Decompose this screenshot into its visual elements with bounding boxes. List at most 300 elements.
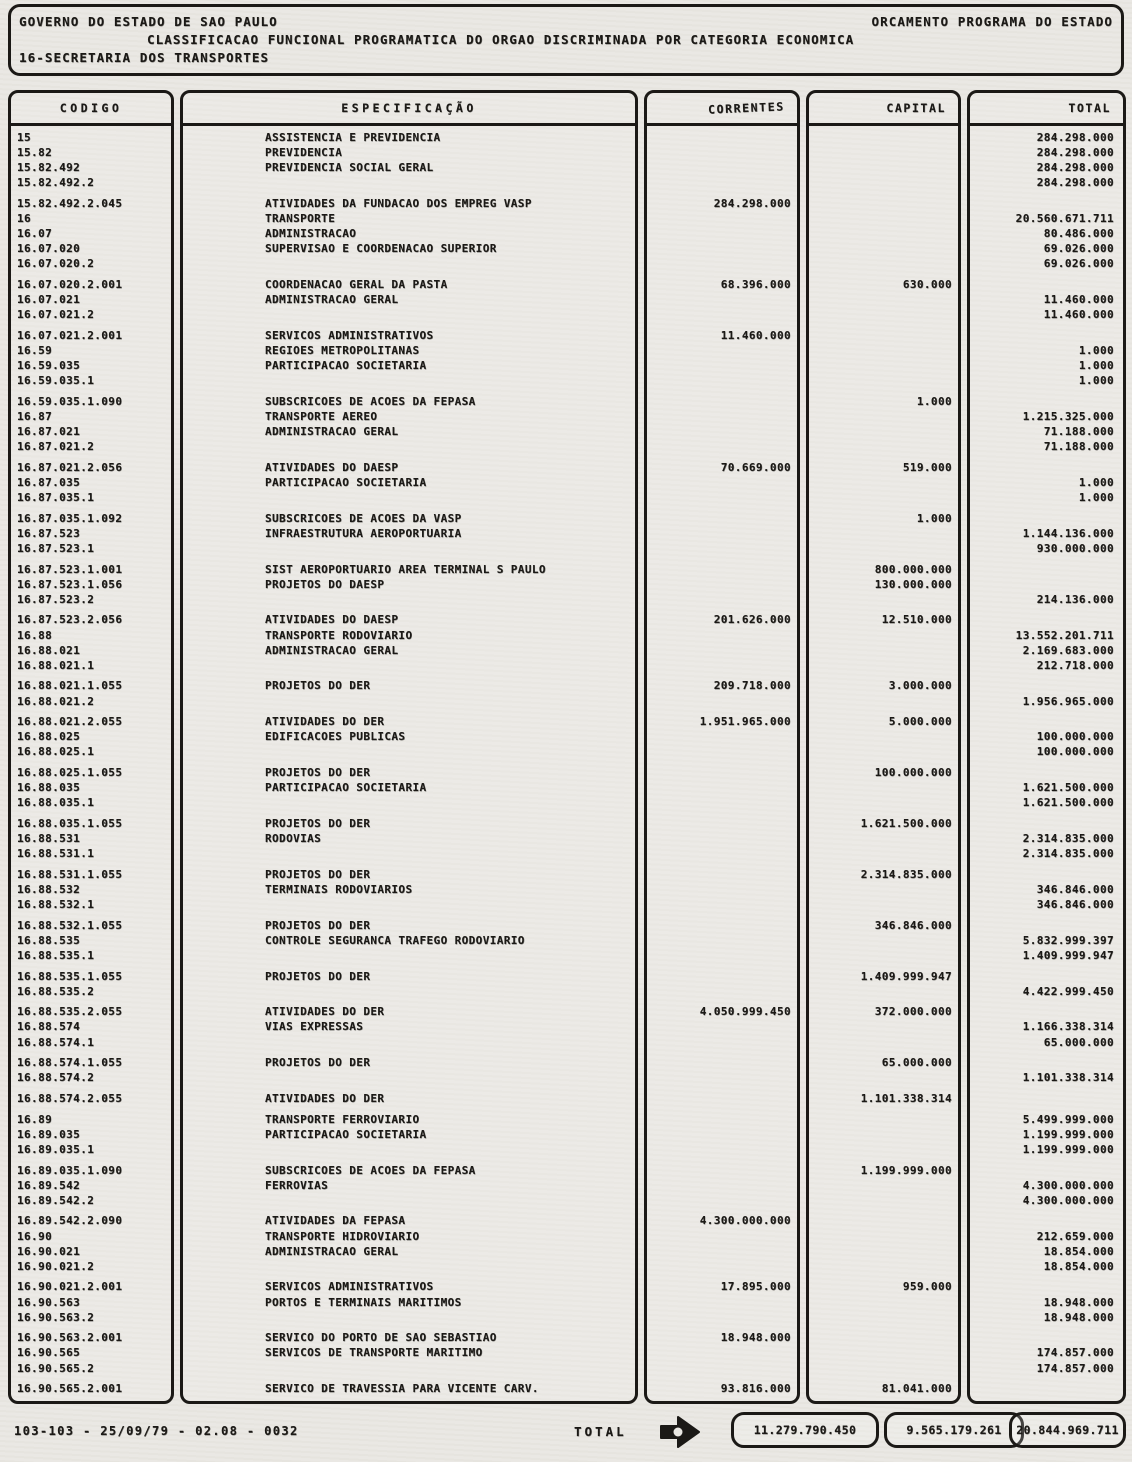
footer: [8, 1410, 1126, 1454]
capital-cell: [809, 145, 958, 160]
spec-cell: SIST AEROPORTUARIO AREA TERMINAL S PAULO: [265, 562, 546, 576]
code-cell: 16.90.563.2.001: [17, 1331, 123, 1345]
correntes-cell: [647, 1229, 797, 1244]
column-header-capital: [809, 93, 958, 126]
total-cell: 284.298.000: [1036, 161, 1114, 175]
column-body-total: [970, 126, 1123, 1401]
capital-cell: [809, 328, 958, 343]
spec-cell: ADMINISTRACAO GERAL: [265, 643, 399, 657]
correntes-cell: 17.895.000: [720, 1280, 791, 1294]
correntes-cell: [647, 358, 797, 373]
correntes-cell: [647, 526, 797, 541]
correntes-cell: [647, 1310, 797, 1325]
capital-cell: [809, 1310, 958, 1325]
correntes-cell: [647, 1142, 797, 1157]
correntes-cell: [647, 1112, 797, 1127]
spec-cell: TERMINAIS RODOVIARIOS: [265, 882, 413, 896]
code-cell: 16.88.535: [17, 933, 81, 947]
correntes-cell: [647, 831, 797, 846]
capital-cell: [809, 948, 958, 963]
code-cell: 16.59.035.1: [17, 374, 95, 388]
capital-cell: 1.409.999.947: [860, 969, 952, 983]
code-cell: 16.90.563: [17, 1295, 81, 1309]
spec-cell: [183, 1193, 635, 1208]
correntes-cell: [647, 1055, 797, 1070]
total-cell: 1.166.338.314: [1022, 1020, 1114, 1034]
spec-cell: SERVICOS ADMINISTRATIVOS: [265, 1280, 434, 1294]
spec-cell: PROJETOS DO DAESP: [265, 577, 385, 591]
footer-reference: 103-103 - 25/09/79 - 02.08 - 0032: [14, 1424, 299, 1438]
spec-cell: [183, 439, 635, 454]
capital-cell: [809, 628, 958, 643]
correntes-cell: [647, 1345, 797, 1360]
correntes-cell: [647, 795, 797, 810]
spec-cell: [183, 897, 635, 912]
total-cell: 18.854.000: [1043, 1259, 1114, 1273]
capital-cell: [809, 729, 958, 744]
capital-cell: [809, 373, 958, 388]
code-cell: 16.89: [17, 1112, 53, 1126]
total-cell: 214.136.000: [1036, 592, 1114, 606]
spec-cell: PROJETOS DO DER: [265, 867, 371, 881]
spec-cell: TRANSPORTE HIDROVIARIO: [265, 1229, 420, 1243]
column-body-especificacao: [183, 126, 635, 1401]
capital-cell: [809, 1330, 958, 1345]
spec-cell: SUBSCRICOES DE ACOES DA FEPASA: [265, 394, 476, 408]
column-capital: [806, 90, 961, 1404]
capital-cell: [809, 490, 958, 505]
total-cell: [970, 867, 1123, 882]
correntes-cell: [647, 1035, 797, 1050]
spec-cell: SERVICO DO PORTO DE SAO SEBASTIAO: [265, 1331, 497, 1345]
total-cell: 1.199.999.000: [1022, 1127, 1114, 1141]
capital-cell: 1.000: [916, 394, 952, 408]
capital-cell: [809, 541, 958, 556]
total-cell: 80.486.000: [1043, 227, 1114, 241]
total-cell: 65.000.000: [1043, 1035, 1114, 1049]
correntes-cell: [647, 897, 797, 912]
correntes-cell: [647, 226, 797, 241]
total-cell: [970, 714, 1123, 729]
capital-cell: [809, 1178, 958, 1193]
correntes-cell: 4.300.000.000: [699, 1214, 791, 1228]
total-cell: 69.026.000: [1043, 242, 1114, 256]
capital-cell: [809, 658, 958, 673]
spec-cell: ATIVIDADES DO DAESP: [265, 460, 399, 474]
spec-cell: FERROVIAS: [265, 1178, 329, 1192]
code-cell: 16.88.035.1.055: [17, 816, 123, 830]
total-cell: 4.300.000.000: [1022, 1193, 1114, 1207]
code-cell: 16.87.021: [17, 425, 81, 439]
correntes-cell: 4.050.999.450: [699, 1005, 791, 1019]
spec-cell: [183, 1361, 635, 1376]
total-cell: 1.409.999.947: [1022, 948, 1114, 962]
total-cell: 1.000: [1078, 344, 1114, 357]
spec-cell: PREVIDENCIA: [265, 146, 343, 160]
total-cell: [970, 394, 1123, 409]
total-cell: 4.300.000.000: [1022, 1178, 1114, 1192]
spec-cell: ATIVIDADES DO DER: [265, 1092, 385, 1106]
org-title: 16-SECRETARIA DOS TRANSPORTES: [19, 50, 270, 65]
total-cell: [970, 765, 1123, 780]
correntes-cell: [647, 1163, 797, 1178]
capital-cell: [809, 1035, 958, 1050]
code-cell: 16.90.565: [17, 1346, 81, 1360]
correntes-cell: 93.816.000: [720, 1382, 791, 1396]
column-header-codigo: [11, 93, 171, 126]
capital-cell: 959.000: [902, 1280, 952, 1294]
correntes-cell: [647, 475, 797, 490]
code-cell: 16.88.531.1.055: [17, 867, 123, 881]
code-cell: 16.89.542.2: [17, 1193, 95, 1207]
spec-cell: [183, 541, 635, 556]
correntes-cell: [647, 292, 797, 307]
code-cell: 15: [17, 131, 32, 144]
correntes-cell: 201.626.000: [713, 613, 791, 627]
correntes-cell: [647, 780, 797, 795]
correntes-cell: [647, 409, 797, 424]
capital-cell: 1.199.999.000: [860, 1163, 952, 1177]
code-cell: 16.07.021.2: [17, 308, 95, 322]
spec-cell: [183, 948, 635, 963]
capital-cell: [809, 358, 958, 373]
correntes-cell: [647, 130, 797, 145]
grand-total-total-value: 20.844.969.711: [1016, 1423, 1119, 1437]
code-cell: 16.87.523.2.056: [17, 613, 123, 627]
total-cell: 4.422.999.450: [1022, 984, 1114, 998]
spec-cell: [183, 846, 635, 861]
spec-cell: ADMINISTRACAO GERAL: [265, 293, 399, 307]
correntes-cell: [647, 658, 797, 673]
spec-cell: REGIOES METROPOLITANAS: [265, 344, 420, 357]
total-cell: [970, 328, 1123, 343]
capital-cell: [809, 343, 958, 358]
capital-cell: 519.000: [902, 460, 952, 474]
total-cell: 930.000.000: [1036, 541, 1114, 555]
code-cell: 16.87.523.1.001: [17, 562, 123, 576]
code-cell: 16: [17, 212, 32, 226]
code-cell: 15.82.492.2: [17, 176, 95, 190]
capital-cell: [809, 211, 958, 226]
capital-cell: 346.846.000: [874, 918, 952, 932]
capital-cell: 12.510.000: [881, 613, 952, 627]
capital-cell: 2.314.835.000: [860, 867, 952, 881]
document-header-box: [8, 4, 1124, 76]
spec-cell: ADMINISTRACAO GERAL: [265, 1244, 399, 1258]
capital-cell: [809, 897, 958, 912]
total-cell: 346.846.000: [1036, 882, 1114, 896]
total-cell: [970, 1091, 1123, 1106]
spec-cell: TRANSPORTE FERROVIARIO: [265, 1112, 420, 1126]
capital-cell: [809, 795, 958, 810]
spec-cell: PORTOS E TERMINAIS MARITIMOS: [265, 1295, 462, 1309]
code-cell: 16.88.531: [17, 832, 81, 846]
total-cell: 2.314.835.000: [1022, 847, 1114, 861]
column-body-codigo: [11, 126, 171, 1401]
correntes-cell: [647, 145, 797, 160]
total-cell: 1.000: [1078, 359, 1114, 373]
capital-cell: [809, 1193, 958, 1208]
capital-cell: [809, 1295, 958, 1310]
column-header-correntes: [647, 93, 797, 126]
code-cell: 16.89.035.1: [17, 1142, 95, 1156]
spec-cell: COORDENACAO GERAL DA PASTA: [265, 278, 448, 292]
correntes-cell: [647, 562, 797, 577]
capital-cell: [809, 1142, 958, 1157]
spec-cell: ATIVIDADES DO DER: [265, 1005, 385, 1019]
total-cell: 1.000: [1078, 491, 1114, 505]
code-cell: 15.82: [17, 146, 53, 160]
code-cell: 16.88.535.2: [17, 984, 95, 998]
column-body-capital: [809, 126, 958, 1401]
code-cell: 16.89.542.2.090: [17, 1214, 123, 1228]
total-cell: [970, 460, 1123, 475]
correntes-cell: [647, 211, 797, 226]
correntes-cell: [647, 1361, 797, 1376]
capital-cell: [809, 475, 958, 490]
total-cell: 69.026.000: [1043, 257, 1114, 271]
code-cell: 16.88.535.2.055: [17, 1005, 123, 1019]
page-title-left: GOVERNO DO ESTADO DE SAO PAULO: [19, 14, 278, 29]
column-codigo: [8, 90, 174, 1404]
total-cell: [970, 1330, 1123, 1345]
correntes-cell: [647, 424, 797, 439]
total-cell: [970, 1213, 1123, 1228]
capital-cell: [809, 984, 958, 999]
spec-cell: TRANSPORTE: [265, 212, 336, 226]
spec-cell: VIAS EXPRESSAS: [265, 1020, 364, 1034]
capital-cell: 1.101.338.314: [860, 1092, 952, 1106]
spec-cell: ATIVIDADES DA FUNDACAO DOS EMPREG VASP: [265, 196, 532, 210]
capital-cell: [809, 1345, 958, 1360]
capital-cell: [809, 1361, 958, 1376]
capital-cell: [809, 1019, 958, 1034]
code-cell: 16.07.020.2.001: [17, 278, 123, 292]
total-cell: 13.552.201.711: [1015, 628, 1114, 642]
spec-cell: PARTICIPACAO SOCIETARIA: [265, 1127, 427, 1141]
correntes-cell: [647, 948, 797, 963]
correntes-cell: [647, 241, 797, 256]
total-cell: 18.948.000: [1043, 1310, 1114, 1324]
spec-cell: PROJETOS DO DER: [265, 766, 371, 780]
spec-cell: [183, 1259, 635, 1274]
capital-cell: [809, 882, 958, 897]
capital-cell: [809, 643, 958, 658]
correntes-cell: [647, 343, 797, 358]
page-title-right: ORCAMENTO PROGRAMA DO ESTADO: [871, 14, 1113, 29]
code-cell: 16.89.035.1.090: [17, 1163, 123, 1177]
correntes-cell: 1.951.965.000: [699, 715, 791, 729]
capital-cell: [809, 175, 958, 190]
spec-cell: SUPERVISAO E COORDENACAO SUPERIOR: [265, 242, 497, 256]
correntes-cell: [647, 933, 797, 948]
spec-cell: ATIVIDADES DO DAESP: [265, 613, 399, 627]
capital-cell: [809, 130, 958, 145]
total-cell: [970, 1279, 1123, 1294]
total-cell: 1.144.136.000: [1022, 526, 1114, 540]
code-cell: 16.87.021.2: [17, 440, 95, 454]
column-header-capital-label: CAPITAL: [886, 101, 946, 115]
total-cell: [970, 1381, 1123, 1396]
total-cell: [970, 577, 1123, 592]
spec-cell: PARTICIPACAO SOCIETARIA: [265, 475, 427, 489]
correntes-cell: [647, 729, 797, 744]
code-cell: 16.88.532: [17, 882, 81, 896]
spec-cell: [183, 658, 635, 673]
spec-cell: [183, 175, 635, 190]
correntes-cell: [647, 643, 797, 658]
correntes-cell: [647, 439, 797, 454]
spec-cell: ATIVIDADES DA FEPASA: [265, 1214, 406, 1228]
capital-cell: [809, 241, 958, 256]
capital-cell: 3.000.000: [888, 679, 952, 693]
correntes-cell: [647, 846, 797, 861]
capital-cell: [809, 1112, 958, 1127]
total-cell: 1.621.500.000: [1022, 796, 1114, 810]
total-cell: 71.188.000: [1043, 440, 1114, 454]
spec-cell: [183, 694, 635, 709]
correntes-cell: 18.948.000: [720, 1331, 791, 1345]
correntes-cell: [647, 592, 797, 607]
capital-cell: 65.000.000: [881, 1056, 952, 1070]
code-cell: 16.87.035.1.092: [17, 511, 123, 525]
budget-table: [8, 90, 1126, 1404]
total-cell: 18.948.000: [1043, 1295, 1114, 1309]
code-cell: 16.90.565.2.001: [17, 1382, 123, 1396]
capital-cell: [809, 846, 958, 861]
code-cell: 16.07.021: [17, 293, 81, 307]
spec-cell: RODOVIAS: [265, 832, 322, 846]
total-cell: 2.169.683.000: [1022, 643, 1114, 657]
total-cell: 1.101.338.314: [1022, 1071, 1114, 1085]
code-cell: 16.90: [17, 1229, 53, 1243]
column-body-correntes: [647, 126, 797, 1401]
code-cell: 16.88.574.1: [17, 1035, 95, 1049]
code-cell: 16.88.535.1: [17, 948, 95, 962]
code-cell: 16.88.574.2.055: [17, 1092, 123, 1106]
total-cell: [970, 277, 1123, 292]
spec-cell: EDIFICACOES PUBLICAS: [265, 730, 406, 744]
total-cell: 5.832.999.397: [1022, 933, 1114, 947]
spec-cell: TRANSPORTE RODOVIARIO: [265, 628, 413, 642]
spec-cell: PROJETOS DO DER: [265, 679, 371, 693]
code-cell: 16.88.574: [17, 1020, 81, 1034]
spec-cell: PROJETOS DO DER: [265, 816, 371, 830]
code-cell: 16.87.035.1: [17, 491, 95, 505]
total-cell: 212.718.000: [1036, 658, 1114, 672]
code-cell: 16.88: [17, 628, 53, 642]
code-cell: 16.90.021.2.001: [17, 1280, 123, 1294]
spec-cell: SUBSCRICOES DE ACOES DA FEPASA: [265, 1163, 476, 1177]
capital-cell: [809, 933, 958, 948]
capital-cell: [809, 592, 958, 607]
total-cell: 11.460.000: [1043, 308, 1114, 322]
total-cell: 1.000: [1078, 475, 1114, 489]
code-cell: 16.88.021.2: [17, 694, 95, 708]
correntes-cell: 11.460.000: [720, 328, 791, 342]
capital-cell: [809, 160, 958, 175]
code-cell: 16.88.035.1: [17, 796, 95, 810]
correntes-cell: [647, 882, 797, 897]
total-cell: 174.857.000: [1036, 1346, 1114, 1360]
spec-cell: PROJETOS DO DER: [265, 918, 371, 932]
capital-cell: [809, 831, 958, 846]
code-cell: 16.88.535.1.055: [17, 969, 123, 983]
total-cell: [970, 678, 1123, 693]
code-cell: 16.90.021.2: [17, 1259, 95, 1273]
total-cell: 212.659.000: [1036, 1229, 1114, 1243]
total-cell: 5.499.999.000: [1022, 1112, 1114, 1126]
total-cell: 1.000: [1078, 374, 1114, 388]
total-cell: 284.298.000: [1036, 131, 1114, 144]
code-cell: 16.90.563.2: [17, 1310, 95, 1324]
code-cell: 16.88.021.1.055: [17, 679, 123, 693]
spec-cell: PARTICIPACAO SOCIETARIA: [265, 359, 427, 373]
spec-cell: TRANSPORTE AEREO: [265, 409, 378, 423]
code-cell: 16.59.035: [17, 359, 81, 373]
correntes-cell: [647, 1193, 797, 1208]
capital-cell: 81.041.000: [881, 1382, 952, 1396]
correntes-cell: [647, 160, 797, 175]
capital-cell: [809, 694, 958, 709]
total-cell: 71.188.000: [1043, 425, 1114, 439]
code-cell: 16.07.020: [17, 242, 81, 256]
capital-cell: [809, 1244, 958, 1259]
capital-cell: [809, 1070, 958, 1085]
capital-cell: 100.000.000: [874, 766, 952, 780]
spec-cell: PROJETOS DO DER: [265, 969, 371, 983]
correntes-cell: [647, 694, 797, 709]
code-cell: 16.59.035.1.090: [17, 394, 123, 408]
correntes-cell: 70.669.000: [720, 460, 791, 474]
correntes-cell: [647, 307, 797, 322]
capital-cell: 372.000.000: [874, 1005, 952, 1019]
grand-total-correntes-value: 11.279.790.450: [753, 1423, 857, 1437]
code-cell: 16.88.025: [17, 730, 81, 744]
spec-cell: INFRAESTRUTURA AEROPORTUARIA: [265, 526, 462, 540]
code-cell: 16.88.021.2.055: [17, 715, 123, 729]
correntes-cell: [647, 969, 797, 984]
correntes-cell: [647, 256, 797, 271]
correntes-cell: [647, 373, 797, 388]
code-cell: 16.90.565.2: [17, 1361, 95, 1375]
capital-cell: [809, 780, 958, 795]
total-cell: [970, 562, 1123, 577]
grand-total-capital-value: 9.565.179.261: [906, 1423, 1002, 1437]
total-cell: [970, 1004, 1123, 1019]
column-header-especificacao-label: ESPECIFICAÇÃO: [341, 101, 477, 115]
capital-cell: [809, 409, 958, 424]
capital-cell: 630.000: [902, 278, 952, 292]
code-cell: 16.87: [17, 409, 53, 423]
total-cell: 1.621.500.000: [1022, 781, 1114, 795]
column-header-codigo-label: CODIGO: [59, 101, 123, 115]
total-cell: 11.460.000: [1043, 293, 1114, 307]
capital-cell: 1.621.500.000: [860, 816, 952, 830]
code-cell: 16.59: [17, 344, 53, 357]
correntes-cell: [647, 744, 797, 759]
code-cell: 16.07.021.2.001: [17, 328, 123, 342]
code-cell: 16.89.542: [17, 1178, 81, 1192]
grand-total-label: TOTAL: [574, 1424, 627, 1439]
spec-cell: [183, 795, 635, 810]
correntes-cell: [647, 175, 797, 190]
column-header-total-label: TOTAL: [1068, 101, 1111, 115]
right-arrow-icon: [658, 1414, 702, 1450]
correntes-cell: [647, 918, 797, 933]
correntes-cell: 209.718.000: [713, 679, 791, 693]
total-cell: 20.560.671.711: [1015, 212, 1114, 226]
